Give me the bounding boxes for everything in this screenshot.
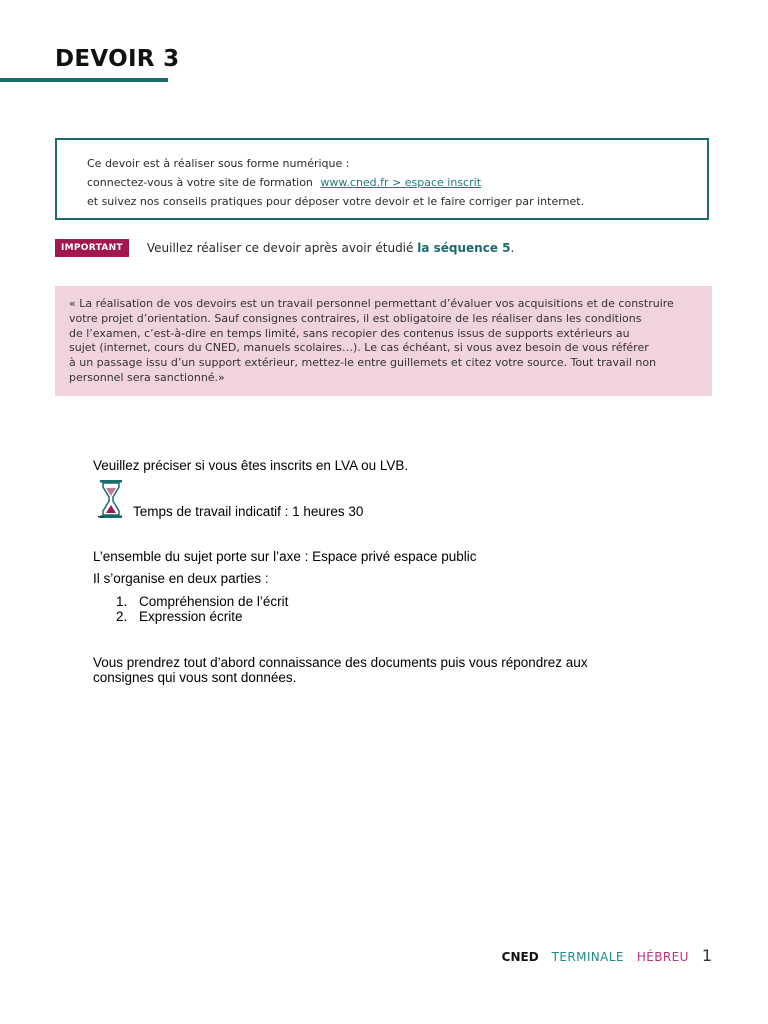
page-number: 1 <box>701 946 712 965</box>
info-line-2-prefix: connectez-vous à votre site de formation <box>87 176 313 189</box>
list-number: 2. <box>116 609 128 624</box>
info-line-3: et suivez nos conseils pratiques pour déposer votre devoir et le faire corriger par internet. <box>87 195 585 208</box>
lva-lvb-instruction: Veuillez préciser si vous êtes inscrits en LVA ou LVB. <box>93 458 409 473</box>
quote-line: de l’examen, c’est-à-dire en temps limité, sans recopier des contenus issus de supports extérieurs au <box>69 326 630 340</box>
list-number: 1. <box>116 594 128 609</box>
page-title: DEVOIR 3 <box>55 46 180 72</box>
quote-line: sujet (internet, cours du CNED, manuels scolaires…). Le cas échéant, si vous avez besoin de vous référer <box>69 341 649 355</box>
quote-line: « La réalisation de vos devoirs est un travail personnel permettant d’évaluer vos acquisitions et de construire <box>69 297 674 310</box>
parts-intro: Il s’organise en deux parties : <box>93 571 269 586</box>
instructions-line-2: consignes qui vous sont données. <box>93 670 297 685</box>
list-label: Compréhension de l’écrit <box>139 594 289 609</box>
important-sequence: la séquence 5 <box>417 241 511 255</box>
quote-line: personnel sera sanctionné.» <box>69 370 225 384</box>
quote-line: à un passage issu d’un support extérieur, mettez-le entre guillemets et citez votre source. Tout travail non <box>69 356 657 370</box>
espace-inscrit-link[interactable]: www.cned.fr > espace inscrit <box>320 176 482 189</box>
list-label: Expression écrite <box>139 609 243 624</box>
important-row <box>55 239 514 257</box>
list-item <box>116 609 243 624</box>
page-footer <box>502 946 712 965</box>
footer-level: TERMINALE <box>551 950 624 964</box>
instructions-line-1: Vous prendrez tout d’abord connaissance des documents puis vous répondrez aux <box>93 655 588 670</box>
quote-line: votre projet d’orientation. Sauf consignes contraires, il est obligatoire de les réaliser dans les conditions <box>69 311 642 325</box>
hourglass-icon <box>98 479 124 519</box>
info-box <box>55 138 709 220</box>
important-text-prefix: Veuillez réaliser ce devoir après avoir étudié <box>146 241 414 255</box>
info-line-1: Ce devoir est à réaliser sous forme numérique : <box>87 157 350 170</box>
important-text-suffix: . <box>510 241 515 255</box>
footer-subject: HÉBREU <box>636 950 689 964</box>
important-text <box>147 241 514 255</box>
work-time: Temps de travail indicatif : 1 heures 30 <box>133 504 364 519</box>
info-line-2 <box>87 173 707 192</box>
title-underline <box>0 78 168 82</box>
list-item <box>116 594 288 609</box>
important-badge: IMPORTANT <box>55 239 129 257</box>
footer-brand: CNED <box>501 950 539 964</box>
honor-quote-box <box>55 286 712 396</box>
axis-statement: L’ensemble du sujet porte sur l’axe : Espace privé espace public <box>93 549 477 564</box>
